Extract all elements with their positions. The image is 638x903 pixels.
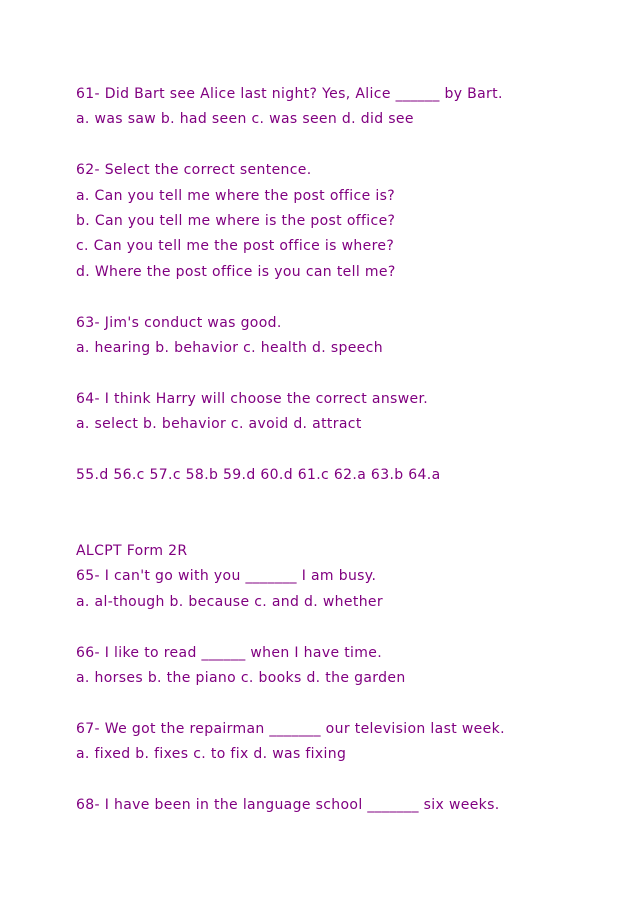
question-block-64 bbox=[76, 387, 616, 438]
question-block-68 bbox=[76, 793, 616, 818]
question-block-63 bbox=[76, 311, 616, 362]
document-content bbox=[76, 82, 616, 844]
answer-key: 55.d 56.c 57.c 58.b 59.d 60.d 61.c 62.a 63.b 64.a bbox=[76, 466, 441, 483]
question-options: a. horses b. the piano c. books d. the garden bbox=[76, 670, 406, 686]
question-block-65 bbox=[76, 539, 616, 615]
question-text: 68- I have been in the language school _______ six weeks. bbox=[76, 796, 500, 813]
question-text: 62- Select the correct sentence. bbox=[76, 162, 312, 179]
question-options: a. fixed b. fixes c. to fix d. was fixing bbox=[76, 746, 347, 763]
question-options: a. hearing b. behavior c. health d. speech bbox=[76, 339, 383, 356]
question-options: a. al-though b. because c. and d. whether bbox=[76, 593, 383, 610]
question-option-a: a. Can you tell me where the post office is? bbox=[76, 187, 396, 204]
question-block-67 bbox=[76, 717, 616, 768]
question-option-d: d. Where the post office is you can tell me? bbox=[76, 263, 396, 280]
section-title: ALCPT Form 2R bbox=[76, 543, 188, 560]
question-options: a. was saw b. had seen c. was seen d. did see bbox=[76, 111, 414, 128]
question-option-c: c. Can you tell me the post office is where? bbox=[76, 238, 395, 255]
question-text: 63- Jim's conduct was good. bbox=[76, 314, 282, 331]
question-block-61 bbox=[76, 82, 616, 133]
question-text: 61- Did Bart see Alice last night? Yes, Alice ______ by Bart. bbox=[76, 86, 503, 102]
question-option-b: b. Can you tell me where is the post office? bbox=[76, 212, 396, 229]
question-options: a. select b. behavior c. avoid d. attract bbox=[76, 416, 362, 433]
question-text: 67- We got the repairman _______ our television last week. bbox=[76, 720, 505, 737]
question-block-62 bbox=[76, 158, 616, 285]
question-text: 66- I like to read ______ when I have time. bbox=[76, 644, 383, 661]
answer-key-block bbox=[76, 463, 616, 488]
question-text: 64- I think Harry will choose the correct answer. bbox=[76, 390, 429, 407]
question-text: 65- I can't go with you _______ I am busy. bbox=[76, 568, 377, 585]
question-block-66 bbox=[76, 641, 616, 692]
